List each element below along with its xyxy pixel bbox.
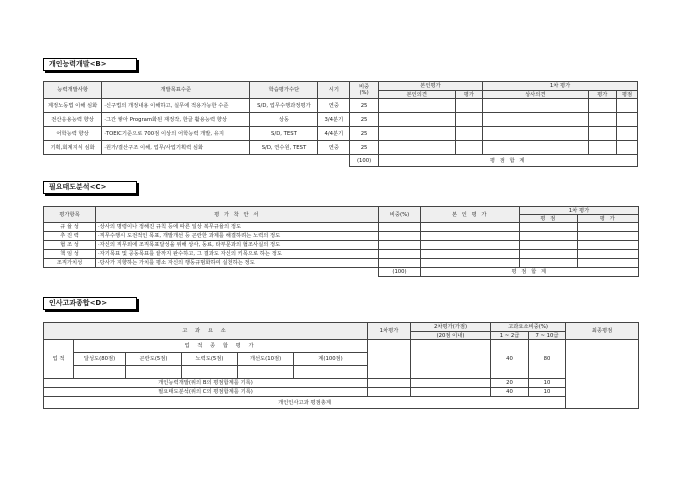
goal-text: ·그간 쌓아 Program화된 재정작, 한글 활용능력 향상	[102, 113, 250, 127]
first-avg-cell[interactable]	[617, 99, 638, 113]
attitude-ratio-a: 40	[491, 388, 529, 397]
difficulty-score-cell[interactable]	[126, 366, 182, 379]
header-method: 학습평가수단	[250, 82, 318, 99]
self-eval-cell[interactable]	[421, 250, 520, 259]
attitude-desc: ·직무수행시 도전적인 목표, 개발개선 등 곤란한 과제를 해결하려는 노력의 정도	[96, 232, 379, 241]
first-score-cell[interactable]	[578, 241, 639, 250]
header-first-eval: 1차 평가	[520, 207, 639, 215]
ability-item: 계정노동법 이해 심화	[44, 99, 102, 113]
table-row	[44, 388, 639, 397]
perf-difficulty: 곤란도(5점)	[126, 353, 182, 366]
first-avg-cell[interactable]	[617, 141, 638, 155]
section-c-title: 필요태도분석<C>	[43, 181, 137, 194]
second-eval-cell[interactable]	[411, 340, 491, 379]
header-self-opinion: 본인의견	[378, 91, 455, 99]
achievement-score-cell[interactable]	[74, 366, 126, 379]
perf-total: 계(100점)	[294, 353, 368, 366]
first-avg-cell[interactable]	[520, 223, 578, 232]
first-eval-cell[interactable]	[368, 340, 411, 379]
attitude-item: 규 율 성	[44, 223, 96, 232]
self-opinion-cell[interactable]	[378, 113, 455, 127]
table-row	[44, 259, 639, 268]
grand-total-label: 개인인사고과 평점총계	[44, 397, 566, 409]
header-final-score: 최종평점	[566, 323, 639, 340]
attitude-desc: ·자기목표 및 공동목표를 끝까지 완수하고, 그 결과도 자신의 키목으로 하는 정도	[96, 250, 379, 259]
header-eval-points: 평 가 착 안 서	[96, 207, 379, 223]
total-weight: (100)	[350, 155, 379, 167]
header-eval-item: 평가항목	[44, 207, 96, 223]
first-avg-cell[interactable]	[520, 241, 578, 250]
table-row	[44, 141, 638, 155]
self-score-cell[interactable]	[455, 141, 482, 155]
boss-opinion-cell[interactable]	[483, 113, 588, 127]
weight-value: 25	[350, 141, 379, 155]
period-text: 연중	[318, 99, 350, 113]
perf-effort: 노력도(5점)	[182, 353, 238, 366]
header-grade-b: 7 ~ 10급	[529, 332, 566, 340]
header-first-score: 평 가	[578, 215, 639, 223]
attitude-desc: ·자신의 직무외에 조직목표달성을 위해 상사, 동료, 타부문과의 협조사실의 정도	[96, 241, 379, 250]
self-eval-cell[interactable]	[421, 223, 520, 232]
goal-text: ·TOEIC기준으로 700점 이상의 어학능력 개발, 유지	[102, 127, 250, 141]
attitude-item: 협 조 성	[44, 241, 96, 250]
attitude-item: 조직가치성	[44, 259, 96, 268]
ability-development-table	[43, 81, 638, 167]
total-score-cell[interactable]	[294, 366, 368, 379]
boss-opinion-cell[interactable]	[483, 99, 588, 113]
first-avg-cell[interactable]	[617, 113, 638, 127]
appraisal-summary-table	[43, 322, 639, 409]
table-row	[44, 99, 638, 113]
first-score-cell[interactable]	[588, 113, 617, 127]
final-score-cell[interactable]	[566, 340, 639, 409]
attitude-desc: ·당사가 지향하는 가치를 평소 자신의 행동규범화하여 실천하는 정도	[96, 259, 379, 268]
header-grade-a: 1 ~ 2급	[491, 332, 529, 340]
weight-value: 25	[350, 113, 379, 127]
self-score-cell[interactable]	[455, 99, 482, 113]
table-row	[44, 127, 638, 141]
method-text: S/D, 연수원, TEST	[250, 141, 318, 155]
self-score-cell[interactable]	[455, 113, 482, 127]
total-label: 평 점 합 계	[378, 155, 637, 167]
ability-item: 어학능력 향상	[44, 127, 102, 141]
weight-cell[interactable]	[379, 241, 421, 250]
section-d-title: 인사고과종합<D>	[43, 297, 137, 310]
attitude-desc: ·상사의 명령이나 정해진 규칙 등에 따른 일상 복무규율의 정도	[96, 223, 379, 232]
header-goal: 개발목표수준	[102, 82, 250, 99]
table-row	[44, 241, 639, 250]
attitude-analysis-table	[43, 206, 639, 277]
improvement-score-cell[interactable]	[238, 366, 294, 379]
section-b-title: 개인능력개발<B>	[43, 58, 137, 71]
goal-text: ·원가/결산구조 이해, 업무/사업기획력 심화	[102, 141, 250, 155]
table-row	[44, 113, 638, 127]
self-eval-cell[interactable]	[421, 259, 520, 268]
period-text: 연중	[318, 141, 350, 155]
first-eval-cell[interactable]	[368, 379, 411, 388]
attitude-ratio-b: 10	[529, 388, 566, 397]
table-row	[44, 379, 639, 388]
period-text: 3/4분기	[318, 113, 350, 127]
table-row	[44, 250, 639, 259]
first-avg-cell[interactable]	[520, 250, 578, 259]
performance-ratio-b: 80	[529, 340, 566, 379]
boss-opinion-cell[interactable]	[483, 141, 588, 155]
self-eval-cell[interactable]	[421, 241, 520, 250]
ability-summary-label: 개인능력개발(위의 B의 평점합계를 기록)	[44, 379, 368, 388]
header-self-score: 평가	[455, 91, 482, 99]
weight-value: 25	[350, 127, 379, 141]
header-ability-item: 능력개발사항	[44, 82, 102, 99]
first-score-cell[interactable]	[578, 232, 639, 241]
perf-achievement: 달성도(80점)	[74, 353, 126, 366]
first-eval-cell[interactable]	[368, 388, 411, 397]
header-period: 시기	[318, 82, 350, 99]
header-first-avg: 평점	[617, 91, 638, 99]
ability-ratio-b: 10	[529, 379, 566, 388]
header-self-eval: 본 인 평 가	[421, 207, 520, 223]
header-appraisal-element: 고 과 요 소	[44, 323, 368, 340]
header-self-eval: 본인평가	[378, 82, 482, 91]
goal-text: ·신구법의 개정내용 이해하고, 실무에 적용가능한 수준	[102, 99, 250, 113]
second-eval-cell[interactable]	[411, 388, 491, 397]
first-score-cell[interactable]	[588, 127, 617, 141]
first-score-cell[interactable]	[588, 99, 617, 113]
ability-item: 기획,회계지식 심화	[44, 141, 102, 155]
first-score-cell[interactable]	[578, 250, 639, 259]
method-text: 상동	[250, 113, 318, 127]
period-text: 4/4분기	[318, 127, 350, 141]
self-score-cell[interactable]	[455, 127, 482, 141]
first-score-cell[interactable]	[578, 223, 639, 232]
ability-ratio-a: 20	[491, 379, 529, 388]
self-opinion-cell[interactable]	[378, 99, 455, 113]
first-avg-cell[interactable]	[520, 232, 578, 241]
attitude-item: 책 임 성	[44, 250, 96, 259]
header-weight: 비중 (%)	[350, 82, 379, 99]
method-text: S/D, 업무수행과정평가	[250, 99, 318, 113]
effort-score-cell[interactable]	[182, 366, 238, 379]
header-element-ratio: 고과요소비중(%)	[491, 323, 566, 332]
header-first-eval: 1차 평가	[483, 82, 638, 91]
self-opinion-cell[interactable]	[378, 141, 455, 155]
method-text: S/D, TEST	[250, 127, 318, 141]
attitude-item: 추 진 력	[44, 232, 96, 241]
first-avg-cell[interactable]	[520, 259, 578, 268]
header-second-sub: (20점 이내)	[411, 332, 491, 340]
self-opinion-cell[interactable]	[378, 127, 455, 141]
header-first-score: 평가	[588, 91, 617, 99]
first-score-cell[interactable]	[588, 141, 617, 155]
total-label: 평 점 합 계	[421, 268, 639, 277]
attitude-summary-label: 필요태도분석(위의 C의 평점합계를 기록)	[44, 388, 368, 397]
weight-value: 25	[350, 99, 379, 113]
table-row	[44, 232, 639, 241]
table-row	[44, 223, 639, 232]
weight-cell[interactable]	[379, 250, 421, 259]
header-first-eval: 1차평가	[368, 323, 411, 340]
weight-cell[interactable]	[379, 223, 421, 232]
first-score-cell[interactable]	[578, 259, 639, 268]
performance-label: 업 적	[44, 340, 74, 379]
total-row	[44, 268, 639, 277]
weight-cell[interactable]	[379, 259, 421, 268]
performance-ratio-a: 40	[491, 340, 529, 379]
ability-item: 전산응용능력 향상	[44, 113, 102, 127]
second-eval-cell[interactable]	[411, 379, 491, 388]
total-weight: (100)	[379, 268, 421, 277]
header-second-eval: 2차평가(가점)	[411, 323, 491, 332]
perf-improvement: 개선도(10점)	[238, 353, 294, 366]
header-boss-opinion: 상사의견	[483, 91, 588, 99]
performance-header: 업 적 종 합 평 가	[74, 340, 368, 353]
self-eval-cell[interactable]	[421, 232, 520, 241]
weight-cell[interactable]	[379, 232, 421, 241]
first-avg-cell[interactable]	[617, 127, 638, 141]
boss-opinion-cell[interactable]	[483, 127, 588, 141]
header-first-avg: 평 점	[520, 215, 578, 223]
total-row	[44, 397, 639, 409]
header-weight: 비중(%)	[379, 207, 421, 223]
total-row	[44, 155, 638, 167]
